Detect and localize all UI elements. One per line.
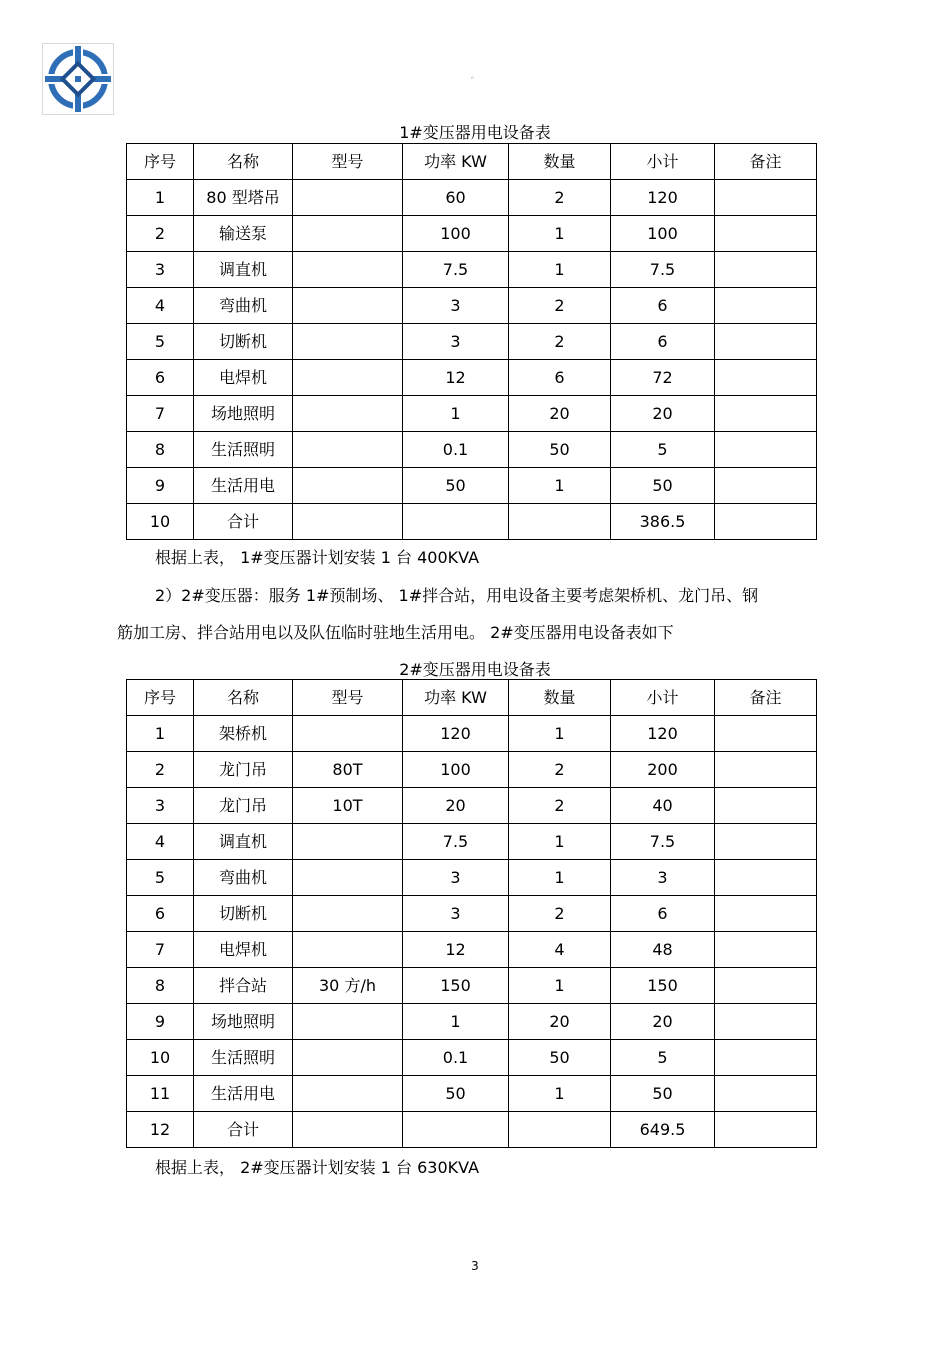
table-cell: 48 (611, 932, 715, 968)
table-cell (509, 504, 611, 540)
table-cell: 1 (403, 1004, 509, 1040)
table-cell: 50 (403, 1076, 509, 1112)
table-row (127, 860, 817, 896)
table-row (127, 216, 817, 252)
table-cell: 12 (403, 360, 509, 396)
table-cell: 1 (509, 216, 611, 252)
table-cell (293, 252, 403, 288)
table-cell: 12 (127, 1112, 194, 1148)
table-cell: 切断机 (194, 896, 293, 932)
table-cell: 2 (509, 752, 611, 788)
header-cell: 功率 KW (403, 144, 509, 180)
table-cell (715, 716, 817, 752)
table-cell: 3 (127, 252, 194, 288)
table1-conclusion: 根据上表， 1#变压器计划安装 1 台 400KVA (155, 548, 480, 567)
table-cell (715, 252, 817, 288)
table-cell: 5 (611, 1040, 715, 1076)
table-row (127, 752, 817, 788)
table-cell (715, 216, 817, 252)
table-cell: 6 (611, 896, 715, 932)
table-cell (715, 504, 817, 540)
table-cell: 2 (509, 324, 611, 360)
table-cell (293, 504, 403, 540)
table-cell: 3 (127, 788, 194, 824)
table-cell (293, 932, 403, 968)
table-cell: 生活用电 (194, 468, 293, 504)
table-cell: 150 (611, 968, 715, 1004)
table-cell: 龙门吊 (194, 788, 293, 824)
table-row (127, 968, 817, 1004)
table-row (127, 788, 817, 824)
table-header-row (127, 680, 817, 716)
paragraph-2-line-1: 2）2#变压器：服务 1#预制场、 1#拌合站，用电设备主要考虑架桥机、龙门吊、钢 (155, 586, 759, 605)
table-cell: 9 (127, 468, 194, 504)
table-cell: 20 (509, 1004, 611, 1040)
table-cell: 生活照明 (194, 1040, 293, 1076)
table2-conclusion: 根据上表， 2#变压器计划安装 1 台 630KVA (155, 1158, 480, 1177)
table-cell: 5 (127, 324, 194, 360)
table-row (127, 1076, 817, 1112)
table-cell (293, 860, 403, 896)
table-cell: 10T (293, 788, 403, 824)
table-header-row (127, 144, 817, 180)
table-cell (715, 1112, 817, 1148)
table-cell (293, 1076, 403, 1112)
table-cell: 100 (403, 752, 509, 788)
table-cell: 4 (127, 288, 194, 324)
table-cell: 100 (403, 216, 509, 252)
table-row (127, 324, 817, 360)
table-cell: 9 (127, 1004, 194, 1040)
table-cell: 电焊机 (194, 932, 293, 968)
table-cell: 649.5 (611, 1112, 715, 1148)
table-cell: 50 (611, 468, 715, 504)
table-cell: 弯曲机 (194, 860, 293, 896)
table-cell: 场地照明 (194, 396, 293, 432)
table-cell: 7.5 (611, 824, 715, 860)
table-cell: 合计 (194, 1112, 293, 1148)
table-cell: 4 (127, 824, 194, 860)
table-cell: 1 (509, 824, 611, 860)
header-cell: 名称 (194, 144, 293, 180)
equipment-table-1 (126, 143, 817, 540)
table-cell: 1 (509, 468, 611, 504)
table-cell: 1 (509, 252, 611, 288)
table-row (127, 716, 817, 752)
table-row (127, 1004, 817, 1040)
table-cell (293, 1004, 403, 1040)
table-cell: 7 (127, 932, 194, 968)
table-row (127, 1040, 817, 1076)
header-cell: 备注 (715, 680, 817, 716)
table-cell: 50 (611, 1076, 715, 1112)
table-cell: 架桥机 (194, 716, 293, 752)
table-cell: 8 (127, 432, 194, 468)
table-cell: 切断机 (194, 324, 293, 360)
table-cell (715, 968, 817, 1004)
table-row (127, 432, 817, 468)
table-cell (293, 716, 403, 752)
table1-caption: 1#变压器用电设备表 (399, 123, 551, 142)
table-cell (293, 1040, 403, 1076)
table-cell: 120 (611, 180, 715, 216)
table-cell: 200 (611, 752, 715, 788)
table-cell: 40 (611, 788, 715, 824)
table-cell (715, 788, 817, 824)
table-cell (293, 288, 403, 324)
table-cell: 3 (403, 324, 509, 360)
table-cell: 50 (509, 432, 611, 468)
table-cell: 50 (403, 468, 509, 504)
header-cell: 序号 (127, 144, 194, 180)
table-row (127, 396, 817, 432)
table-cell: 1 (509, 716, 611, 752)
table-cell: 2 (509, 180, 611, 216)
table-cell: 6 (611, 288, 715, 324)
table-cell: 龙门吊 (194, 752, 293, 788)
table-cell: 7.5 (611, 252, 715, 288)
table-cell (715, 432, 817, 468)
table-cell: 3 (403, 896, 509, 932)
paragraph-2-line-2: 筋加工房、拌合站用电以及队伍临时驻地生活用电。 2#变压器用电设备表如下 (117, 623, 674, 642)
table-cell (293, 180, 403, 216)
table-cell: 2 (127, 216, 194, 252)
header-cell: 备注 (715, 144, 817, 180)
table-cell (293, 468, 403, 504)
table-cell: 2 (509, 288, 611, 324)
table-cell (715, 396, 817, 432)
table-cell: 0.1 (403, 432, 509, 468)
table-cell (293, 432, 403, 468)
table-row (127, 824, 817, 860)
table-cell (715, 752, 817, 788)
table-cell: 20 (509, 396, 611, 432)
table-cell (715, 468, 817, 504)
table-row (127, 932, 817, 968)
table-row (127, 180, 817, 216)
table-row (127, 1112, 817, 1148)
header-cell: 小计 (611, 144, 715, 180)
table-cell: 80T (293, 752, 403, 788)
table-cell: 调直机 (194, 252, 293, 288)
table-cell: 1 (127, 716, 194, 752)
table-cell (715, 324, 817, 360)
table-cell (715, 288, 817, 324)
table-cell: 6 (127, 896, 194, 932)
table-cell: 20 (403, 788, 509, 824)
header-cell: 数量 (509, 144, 611, 180)
table-cell: 50 (509, 1040, 611, 1076)
table-cell (715, 824, 817, 860)
table-cell: 5 (127, 860, 194, 896)
table-cell: 弯曲机 (194, 288, 293, 324)
table-cell: 20 (611, 1004, 715, 1040)
table-cell (293, 1112, 403, 1148)
table-cell: 1 (509, 968, 611, 1004)
table-cell: 120 (403, 716, 509, 752)
table-cell: 72 (611, 360, 715, 396)
table-row (127, 504, 817, 540)
table2-caption: 2#变压器用电设备表 (399, 660, 551, 679)
table-cell (715, 1004, 817, 1040)
table-cell: 3 (403, 860, 509, 896)
table-cell: 合计 (194, 504, 293, 540)
equipment-table-2 (126, 679, 817, 1148)
table-cell (715, 1076, 817, 1112)
table-cell: 5 (611, 432, 715, 468)
table-cell: 10 (127, 504, 194, 540)
header-cell: 小计 (611, 680, 715, 716)
table-cell (293, 824, 403, 860)
table-cell: 生活照明 (194, 432, 293, 468)
table-cell: 拌合站 (194, 968, 293, 1004)
table-cell: 100 (611, 216, 715, 252)
table-cell: 2 (127, 752, 194, 788)
company-logo (42, 43, 114, 115)
table-cell: 4 (509, 932, 611, 968)
header-cell: 序号 (127, 680, 194, 716)
table-cell: 0.1 (403, 1040, 509, 1076)
table-cell: 10 (127, 1040, 194, 1076)
header-cell: 型号 (293, 144, 403, 180)
table-cell (293, 896, 403, 932)
table-cell (715, 180, 817, 216)
table-cell: 20 (611, 396, 715, 432)
header-dot: 。 (471, 71, 479, 80)
table-cell: 2 (509, 788, 611, 824)
table-cell: 120 (611, 716, 715, 752)
table-cell: 11 (127, 1076, 194, 1112)
table-cell: 电焊机 (194, 360, 293, 396)
table-cell: 场地照明 (194, 1004, 293, 1040)
table-cell: 3 (611, 860, 715, 896)
table-cell (715, 932, 817, 968)
table-cell (293, 324, 403, 360)
table-cell: 7.5 (403, 824, 509, 860)
table-cell: 80 型塔吊 (194, 180, 293, 216)
table-cell (403, 1112, 509, 1148)
table-cell: 调直机 (194, 824, 293, 860)
table-cell (715, 1040, 817, 1076)
table-cell: 3 (403, 288, 509, 324)
table-cell (715, 896, 817, 932)
table-row (127, 360, 817, 396)
header-cell: 功率 KW (403, 680, 509, 716)
table-cell: 12 (403, 932, 509, 968)
table-cell: 7 (127, 396, 194, 432)
table-cell (715, 860, 817, 896)
table-cell: 1 (509, 1076, 611, 1112)
header-cell: 数量 (509, 680, 611, 716)
table-cell: 6 (127, 360, 194, 396)
table-cell: 60 (403, 180, 509, 216)
table-cell: 150 (403, 968, 509, 1004)
table-row (127, 252, 817, 288)
table-cell (293, 216, 403, 252)
table-cell: 1 (509, 860, 611, 896)
table-row (127, 288, 817, 324)
table-cell: 8 (127, 968, 194, 1004)
table-cell: 生活用电 (194, 1076, 293, 1112)
page-number: 3 (471, 1259, 479, 1273)
table-cell: 30 方/h (293, 968, 403, 1004)
table-cell (293, 396, 403, 432)
table-cell: 6 (611, 324, 715, 360)
table-cell (403, 504, 509, 540)
table-row (127, 468, 817, 504)
table-cell: 6 (509, 360, 611, 396)
table-cell: 7.5 (403, 252, 509, 288)
header-cell: 名称 (194, 680, 293, 716)
table-cell (293, 360, 403, 396)
table-cell: 1 (127, 180, 194, 216)
table-cell: 2 (509, 896, 611, 932)
table-cell (509, 1112, 611, 1148)
table-cell: 1 (403, 396, 509, 432)
table-cell: 386.5 (611, 504, 715, 540)
table-cell (715, 360, 817, 396)
table-row (127, 896, 817, 932)
table-cell: 输送泵 (194, 216, 293, 252)
header-cell: 型号 (293, 680, 403, 716)
